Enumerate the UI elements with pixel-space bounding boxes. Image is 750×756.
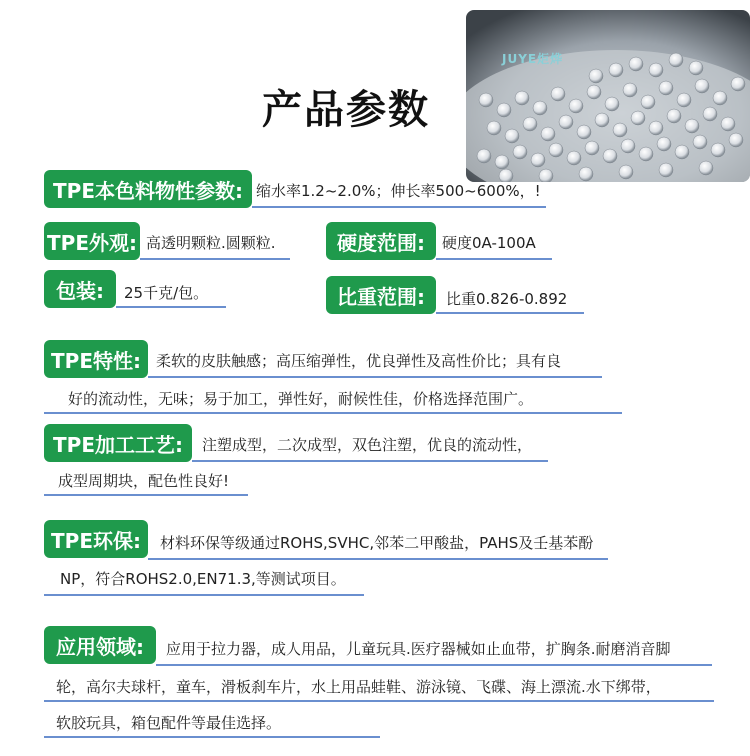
density-text: 比重0.826-0.892 — [446, 290, 568, 308]
tag-processing: TPE加工工艺: — [44, 424, 192, 462]
brand-watermark: JUYE炬烨 — [502, 52, 564, 66]
product-photo — [466, 10, 750, 182]
tag-color-params: TPE本色料物性参数: — [44, 170, 252, 208]
processing-line2: 成型周期块，配色性良好! — [58, 472, 230, 490]
tag-density: 比重范围: — [326, 276, 436, 314]
applications-line1: 应用于拉力器，成人用品，儿童玩具.医疗器械如止血带，扩胸条.耐磨消音脚 — [166, 640, 671, 658]
tag-appearance: TPE外观: — [44, 222, 140, 260]
eco-line1: 材料环保等级通过ROHS,SVHC,邻苯二甲酸盐，PAHS及壬基苯酚 — [160, 534, 594, 552]
underline — [44, 700, 714, 702]
tag-applications: 应用领域: — [44, 626, 156, 664]
packaging-text: 25千克/包。 — [124, 284, 209, 302]
tag-hardness: 硬度范围: — [326, 222, 436, 260]
underline — [44, 494, 248, 496]
underline — [252, 206, 546, 208]
underline — [156, 664, 712, 666]
eco-line2: NP，符合ROHS2.0,EN71.3,等测试项目。 — [60, 570, 346, 588]
processing-line1: 注塑成型，二次成型，双色注塑，优良的流动性， — [202, 436, 533, 454]
underline — [436, 258, 552, 260]
tag-eco: TPE环保: — [44, 520, 148, 558]
tag-features: TPE特性: — [44, 340, 148, 378]
hardness-text: 硬度0A-100A — [442, 234, 536, 252]
applications-line3: 软胶玩具，箱包配件等最佳选择。 — [56, 714, 282, 732]
underline — [192, 460, 548, 462]
color-params-text: 缩水率1.2~2.0%；伸长率500~600%，! — [256, 182, 541, 200]
underline — [148, 376, 602, 378]
features-line2: 好的流动性，无味；易于加工，弹性好，耐候性佳，价格选择范围广。 — [68, 390, 534, 408]
underline — [436, 312, 584, 314]
underline — [116, 306, 226, 308]
underline — [44, 412, 622, 414]
pellets-image — [466, 10, 750, 182]
appearance-text: 高透明颗粒.圆颗粒. — [146, 234, 276, 252]
underline — [44, 594, 364, 596]
tag-packaging: 包装: — [44, 270, 116, 308]
page-title: 产品参数 — [262, 87, 430, 133]
applications-line2: 轮，高尔夫球杆，童车，滑板刹车片，水上用品蛙鞋、游泳镜、飞碟、海上漂流.水下绑带， — [56, 678, 661, 696]
features-line1: 柔软的皮肤触感；高压缩弹性，优良弹性及高性价比；具有良 — [156, 352, 562, 370]
underline — [44, 736, 380, 738]
underline — [148, 558, 608, 560]
underline — [140, 258, 290, 260]
